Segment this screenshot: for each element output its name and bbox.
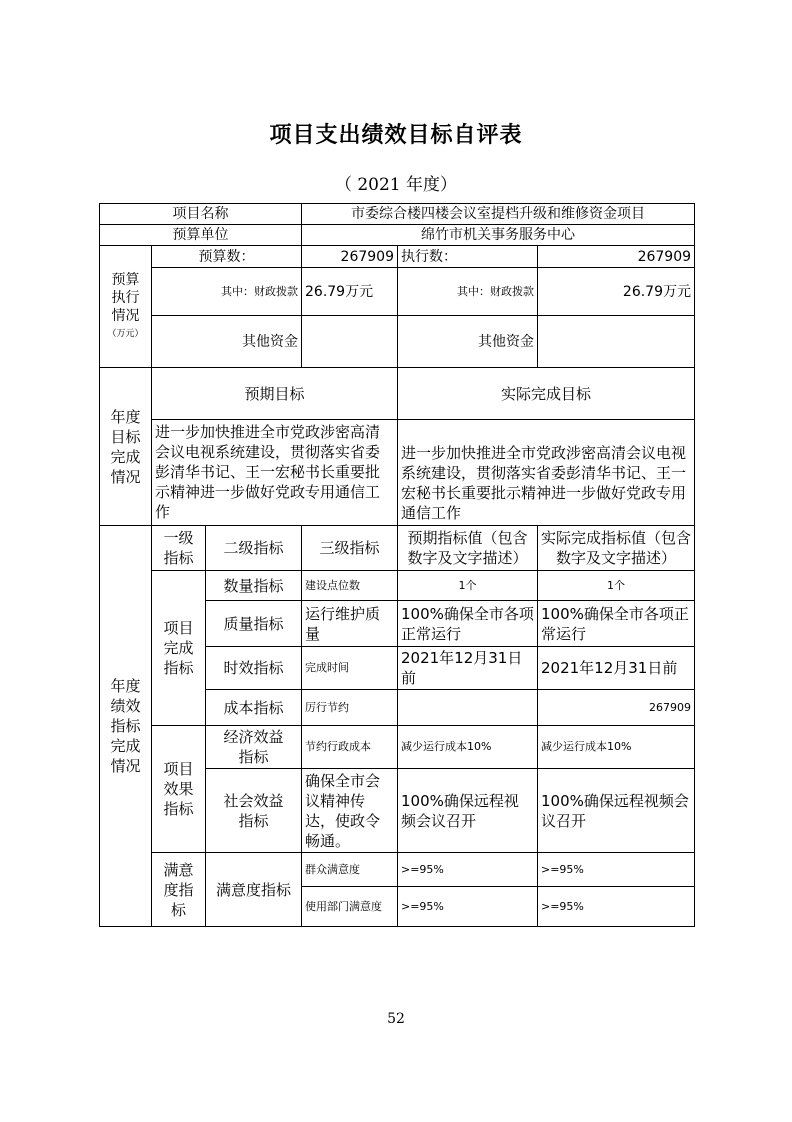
budget-section-label: 预算执行情况 （万元） [100, 246, 152, 368]
group-project-effect: 项目效果指标 [152, 726, 206, 853]
actual-value-header: 实际完成指标值（包含数字及文字描述） [538, 526, 695, 571]
fiscal-label-1: 其中：财政拨款 [152, 268, 302, 316]
level3-cell: 使用部门满意度 [302, 887, 398, 927]
budget-unit-row [100, 225, 695, 246]
level3-cell: 完成时间 [302, 647, 398, 690]
actual-cell: >=95% [538, 853, 695, 887]
fiscal-value-2: 26.79万元 [538, 268, 695, 316]
other-funds-value-2 [538, 316, 695, 368]
level2-cell: 成本指标 [206, 690, 302, 726]
level2-cell: 经济效益指标 [206, 726, 302, 769]
annual-goal-header-row [100, 368, 695, 420]
annual-section-label: 年度目标完成情况 [100, 368, 152, 526]
actual-cell: 2021年12月31日前 [538, 647, 695, 690]
level3-cell: 节约行政成本 [302, 726, 398, 769]
actual-cell: 减少运行成本10% [538, 726, 695, 769]
level3-cell: 厉行节约 [302, 690, 398, 726]
actual-cell: 100%确保全市各项正常运行 [538, 601, 695, 647]
other-funds-value-1 [302, 316, 398, 368]
other-funds-label-2: 其他资金 [398, 316, 538, 368]
expected-goal-text: 进一步加快推进全市党政涉密高清会议电视系统建设，贯彻落实省委彭清华书记、王一宏秘书长重要批示精神进一步做好党政专用通信工作 [152, 420, 398, 526]
actual-goal-header: 实际完成目标 [398, 368, 695, 420]
exec-value: 267909 [538, 246, 695, 268]
expected-cell: >=95% [398, 887, 538, 927]
project-name-row [100, 204, 695, 225]
budget-label: 预算数： [152, 246, 302, 268]
level2-cell: 数量指标 [206, 571, 302, 601]
expected-cell: 100%确保全市各项正常运行 [398, 601, 538, 647]
budget-unit-label: 预算单位 [100, 225, 302, 246]
level3-cell: 建设点位数 [302, 571, 398, 601]
indicator-row [100, 571, 695, 601]
budget-row [100, 246, 695, 268]
level3-cell: 确保全市会议精神传达，使政令畅通。 [302, 769, 398, 853]
level2-header: 二级指标 [206, 526, 302, 571]
page-number: 52 [387, 1011, 405, 1027]
expected-goal-header: 预期目标 [152, 368, 398, 420]
project-name-value: 市委综合楼四楼会议室提档升级和维修资金项目 [302, 204, 695, 225]
level3-header: 三级指标 [302, 526, 398, 571]
expected-cell: 2021年12月31日前 [398, 647, 538, 690]
other-funds-row [100, 316, 695, 368]
budget-value: 267909 [302, 246, 398, 268]
indicator-row [100, 853, 695, 887]
level3-cell: 群众满意度 [302, 853, 398, 887]
expected-cell: >=95% [398, 853, 538, 887]
level2-cell: 时效指标 [206, 647, 302, 690]
actual-cell: 1个 [538, 571, 695, 601]
expected-cell: 1个 [398, 571, 538, 601]
actual-cell: >=95% [538, 887, 695, 927]
annual-goal-row [100, 420, 695, 526]
level2-cell: 社会效益指标 [206, 769, 302, 853]
indicator-header-row [100, 526, 695, 571]
performance-section-label: 年度绩效指标完成情况 [100, 526, 152, 927]
exec-label: 执行数： [398, 246, 538, 268]
actual-cell: 267909 [538, 690, 695, 726]
fiscal-label-2: 其中：财政拨款 [398, 268, 538, 316]
fiscal-row [100, 268, 695, 316]
group-satisfaction: 满意度指标 [152, 853, 206, 927]
group-project-completion: 项目完成指标 [152, 571, 206, 726]
level1-header: 一级指标 [152, 526, 206, 571]
year-label: （ 2021 年度） [334, 175, 458, 195]
actual-cell: 100%确保远程视频会议召开 [538, 769, 695, 853]
level2-cell: 满意度指标 [206, 853, 302, 927]
expected-value-header: 预期指标值（包含数字及文字描述） [398, 526, 538, 571]
budget-unit-value: 绵竹市机关事务服务中心 [302, 225, 695, 246]
actual-goal-text: 进一步加快推进全市党政涉密高清会议电视系统建设，贯彻落实省委彭清华书记、王一宏秘书长重要批示精神进一步做好党政专用通信工作 [398, 420, 695, 526]
expected-cell [398, 690, 538, 726]
page-title: 项目支出绩效目标自评表 [269, 123, 523, 148]
fiscal-value-1: 26.79万元 [302, 268, 398, 316]
expected-cell: 100%确保远程视频会议召开 [398, 769, 538, 853]
level3-cell: 运行维护质量 [302, 601, 398, 647]
level2-cell: 质量指标 [206, 601, 302, 647]
indicator-row [100, 726, 695, 769]
other-funds-label-1: 其他资金 [152, 316, 302, 368]
evaluation-table [99, 203, 695, 927]
project-name-label: 项目名称 [100, 204, 302, 225]
expected-cell: 减少运行成本10% [398, 726, 538, 769]
